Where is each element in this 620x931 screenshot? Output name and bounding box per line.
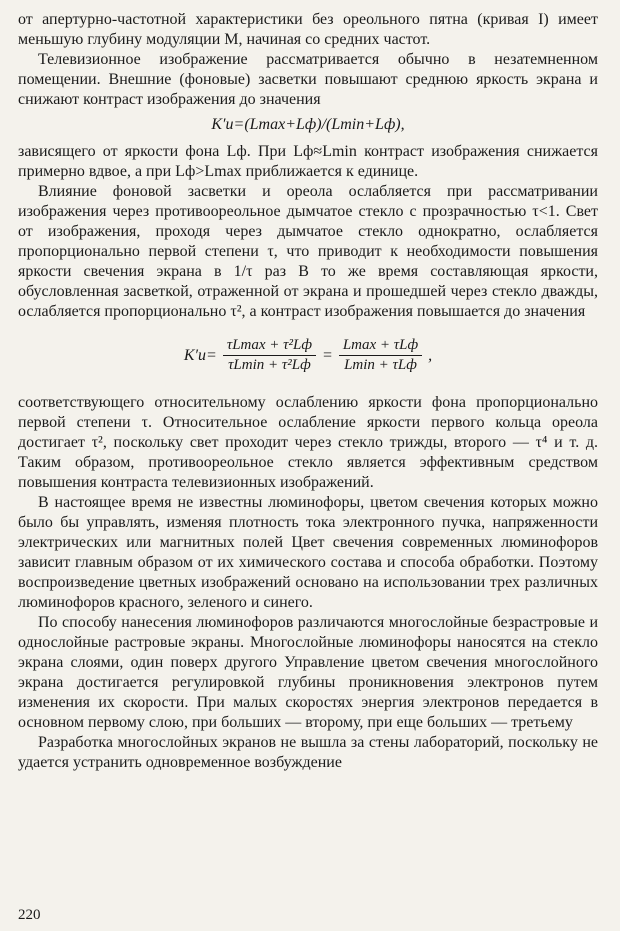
paragraph-8: Разработка многослойных экранов не вышла за стены лабораторий, поскольку не удается устранить одновременное возбуждение [18, 734, 598, 771]
formula-contrast-glass [18, 336, 598, 375]
formula-equals: = [322, 346, 333, 364]
fraction-1 [223, 336, 316, 375]
paragraph-2: Телевизионное изображение рассматривается обычно в незатемненном помещении. Внешние (фоновые) засветки повышают среднюю яркость экрана и снижают контраст изображения до значения [18, 51, 598, 108]
formula-contrast-background: K′и=(Lmax+Lф)/(Lmin+Lф), [211, 116, 405, 133]
page-number: 220 [18, 907, 41, 923]
fraction-2-denominator: Lmin + τLф [344, 357, 417, 373]
formula-tail: , [428, 346, 433, 364]
fraction-1-denominator: τLmin + τ²Lф [228, 357, 311, 373]
fraction-2-numerator: Lmax + τLф [339, 336, 422, 356]
paragraph-1: от апертурно-частотной характеристики без ореольного пятна (кривая I) имеет меньшую глубину модуляции M, начиная со средних частот. [18, 11, 598, 48]
paragraph-7: По способу нанесения люминофоров различаются многослойные безрастровые и однослойные растровые экраны. Многослойные люминофоры наносятся на стекло экрана слоями, один поверх другого Управление цветом свечения многослойного экрана достигается регулировкой глубины проникновения электронов путем изменения их скорости. При малых скоростях энергия электронов передается в основном первому слою, при больших — второму, при еще больших — третьему [18, 614, 598, 731]
fraction-2 [339, 336, 422, 375]
paragraph-4: Влияние фоновой засветки и ореола ослабляется при рассматривании изображения через противоореольное дымчатое стекло с прозрачностью τ<1. Свет от изображения, проходя через дымчатое стекло однократно, ослабляется пропорционально первой степени τ, что приводит к необходимости повышения яркости свечения экрана в 1/τ раз В то же время составляющая яркости, обусловленная засветкой, отраженной от экрана и прошедшей через стекло дважды, ослабляется пропорционально τ², а контраст изображения повышается до значения [18, 183, 598, 320]
paragraph-6: В настоящее время не известны люминофоры, цветом свечения которых можно было бы управлять, изменяя плотность тока электронного пучка, напряженности электрических или магнитных полей Цвет свечения современных люминофоров зависит главным образом от их химического состава и способа обработки. Поэтому воспроизведение цветных изображений основано на использовании трех различных люминофоров красного, зеленого и синего. [18, 494, 598, 611]
paragraph-3: зависящего от яркости фона Lф. При Lф≈Lmin контраст изображения снижается примерно вдвое, а при Lф>Lmax приближается к единице. [18, 143, 598, 180]
formula-lhs: K′и= [183, 346, 217, 364]
paragraph-5: соответствующего относительному ослаблению яркости фона пропорционально первой степени τ. Относительное ослабление яркости первого кольца ореола достигает τ², поскольку свет проходит через стекло трижды, второго — τ⁴ и т. д. Таким образом, противоореольное стекло является эффективным средством повышения контраста телевизионных изображений. [18, 394, 598, 491]
fraction-1-numerator: τLmax + τ²Lф [223, 336, 316, 356]
body-text [18, 10, 598, 773]
